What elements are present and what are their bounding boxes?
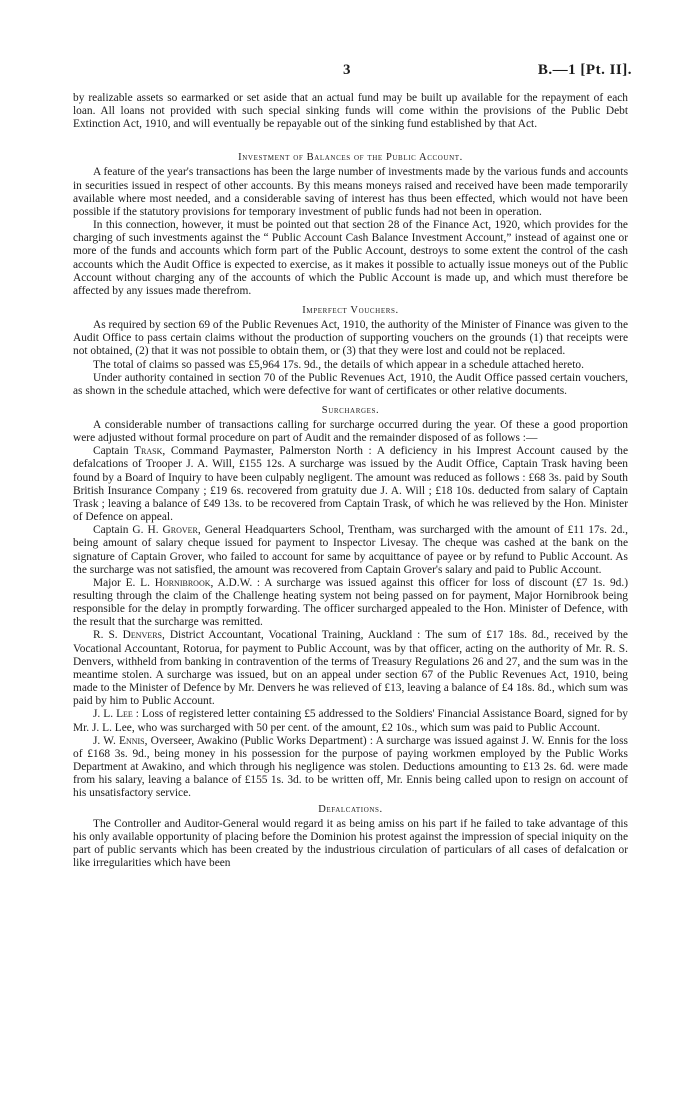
surcharge-entry-grover bbox=[73, 524, 628, 577]
surcharge-entry-trask bbox=[73, 445, 628, 524]
surcharge-entry-ennis bbox=[73, 735, 628, 801]
document-reference: B.—1 [Pt. II]. bbox=[537, 62, 632, 78]
surcharge-entry-lee bbox=[73, 708, 628, 734]
defalcations-paragraph-1: The Controller and Auditor-General would regard it as being amiss on his part if he failed to take advantage of this his only available opportunity of placing before the Dominion his protest against the impression of special iniquity on the part of public servants which has been created by the industrious circulation of particulars of all cases of defalcation or like irregularities which have been bbox=[73, 817, 628, 869]
entry-text: , District Accountant, Vocational Training, Auckland : The sum of £17 18s. 8d., received by the Vocational Accountant, Rotorua, for payment to Public Account, was by that officer, acting on the authority of Mr. R. S. Denvers, withheld from banking in contravention of the terms of Treasury Regulations 26 and 27, and the sum was in the meantime stolen. A surcharge was issued, but on an appeal under section 67 of the Public Revenues Act, 1910, being made to the Minister of Defence by Mr. Denvers he was relieved of £13, leaving a balance of £4 18s. 8d., which sum was paid by him to Public Account. bbox=[73, 629, 628, 708]
entry-text: : Loss of registered letter containing £5 addressed to the Soldiers' Financial Assistance Board, signed for by Mr. J. L. Lee, who was surcharged with 50 per cent. of the amount, £2 10s., which sum was paid to Public Account. bbox=[73, 708, 628, 734]
entry-rank: Captain bbox=[93, 445, 129, 458]
entry-rank: R. S. bbox=[93, 629, 118, 642]
surcharge-entry-denvers bbox=[73, 629, 628, 708]
vouchers-paragraph-1: As required by section 69 of the Public Revenues Act, 1910, the authority of the Minister of Finance was given to the Audit Office to pass certain claims without the production of supporting vouchers on the grounds (1) that receipts were not obtained, (2) that it was not possible to obtain them, or (3) that they were lost and could not be replaced. bbox=[73, 319, 628, 358]
entry-rank: Major E. L. bbox=[93, 576, 150, 589]
entry-text: , General Headquarters School, Trentham, was surcharged with the amount of £11 17s. 2d., being amount of salary cheque issued for payment to Inspector Livesay. The cheque was cashed at the bank on the signature of Captain Grover, who failed to account for same by acquittance of payee or by refund to Public Account. As the surcharge was not satisfied, the amount was recovered from Captain Grover's salary and paid to Public Account. bbox=[73, 524, 628, 576]
entry-rank: J. L. bbox=[93, 708, 114, 721]
document-page bbox=[73, 62, 632, 870]
entry-name: Hornibrook bbox=[154, 576, 211, 589]
page-number: 3 bbox=[343, 62, 351, 78]
investment-paragraph-2: In this connection, however, it must be pointed out that section 28 of the Finance Act, 1920, which provides for the charging of such investments against the “ Public Account Cash Balance Investment Account,” instead of against one or more of the funds and accounts which form part of the Public Account, destroys to some extent the control of the cash accounts which the Audit Office is expected to exercise, as it makes it possible to actually issue moneys out of the Public Account without charging any of the accounts of which the Public Account is made up, and which must therefore be affected by any issues made therefrom. bbox=[73, 219, 628, 297]
entry-rank: J. W. bbox=[93, 734, 116, 747]
entry-name: Trask bbox=[134, 445, 163, 458]
entry-text: , A.D.W. : A surcharge was issued against this officer for loss of discount (£7 1s. 9d.) resulting through the claim of the Challenge heating system not being passed on for payment, Major Hornibrook being responsible for the delay in promptly forwarding. The officer surcharged appealed to the Hon. Minister of Defence, with the result that the surcharge was remitted. bbox=[73, 576, 628, 629]
entry-name: Denvers bbox=[122, 629, 162, 642]
surcharges-paragraph-1: A considerable number of transactions calling for surcharge occurred during the year. Of these a good proportion were adjusted without formal procedure on part of Audit and the remainder disposed of as follows :— bbox=[73, 418, 628, 445]
vouchers-paragraph-3: Under authority contained in section 70 of the Public Revenues Act, 1910, the Audit Office passed certain vouchers, as shown in the schedule attached, which were defective for want of certificates or other relative documents. bbox=[73, 371, 628, 397]
entry-rank: Captain G. H. bbox=[93, 524, 159, 537]
entry-text: , Command Paymaster, Palmerston North : A deficiency in his Imprest Account caused by the defalcations of Trooper J. A. Will, £155 12s. A surcharge was issued by the Audit Office, Captain Trask having been found by a Board of Inquiry to have been culpably negligent. The amount was reduced as follows : £68 3s. paid by South British Insurance Company ; £19 6s. recovered from gratuity due J. A. Will ; £18 10s. deducted from salary of Captain Trask ; leaving a balance of £49 13s. to be recovered from Captain Trask, of which he was relieved by the Hon. Minister of Defence on appeal. bbox=[73, 445, 628, 524]
section-heading-vouchers: Imperfect Vouchers. bbox=[302, 305, 399, 317]
page-header bbox=[73, 62, 632, 92]
section-heading-defalcations: Defalcations. bbox=[318, 803, 383, 815]
entry-name: Ennis bbox=[119, 734, 145, 747]
entry-text: , Overseer, Awakino (Public Works Department) : A surcharge was issued against J. W. Ennis for the loss of £168 3s. 9d., being money in his possession for the purpose of paying workmen employed by the Public Works Department at Awakino, and which through his negligence was stolen. Deductions amounting to £13 2s. 6d. were made from his salary, leaving a balance of £155 1s. 3d. to be written off, Mr. Ennis being called upon to resign on account of his unsatisfactory service. bbox=[73, 734, 628, 800]
investment-paragraph-1: A feature of the year's transactions has been the large number of investments made by the various funds and accounts in securities issued in respect of other accounts. By this means moneys raised and received have been made temporarily available where most needed, and a considerable saving of interest has thus been effected, which would not have been possible if the statutory provisions for temporary investment of public funds had not been in operation. bbox=[73, 166, 628, 218]
entry-name: Grover bbox=[162, 524, 198, 537]
surcharge-entry-hornibrook bbox=[73, 577, 628, 630]
section-heading-investment: Investment of Balances of the Public Account. bbox=[238, 152, 463, 164]
vouchers-paragraph-2: The total of claims so passed was £5,964 17s. 9d., the details of which appear in a schedule attached hereto. bbox=[93, 358, 584, 371]
intro-paragraph: by realizable assets so earmarked or set aside that an actual fund may be built up available for the repayment of each loan. All loans not provided with such special sinking funds will come within the provisions of the Public Debt Extinction Act, 1910, and will eventually be repayable out of the sinking fund established by that Act. bbox=[73, 92, 628, 131]
entry-name: Lee bbox=[116, 708, 133, 721]
section-heading-surcharges: Surcharges. bbox=[321, 404, 380, 416]
